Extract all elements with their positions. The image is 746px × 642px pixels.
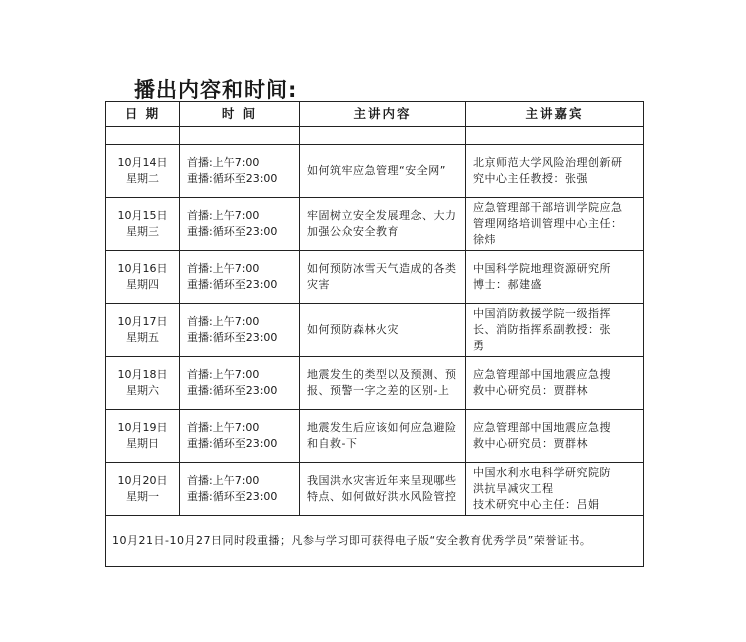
date-text: 10月19日 xyxy=(117,421,168,434)
note-text: 10月21日-10月27日同时段重播；凡参与学习即可获得电子版“安全教育优秀学员”荣誉证书。 xyxy=(106,516,644,567)
topic-cell: 地震发生后应该如何应急避险和自救-下 xyxy=(300,410,466,463)
date-cell xyxy=(106,145,180,198)
premiere-time: 首播:上午7:00 xyxy=(187,156,260,169)
rebroadcast-time: 重播:循环至23:00 xyxy=(187,331,278,344)
table-row xyxy=(106,410,644,463)
weekday-text: 星期一 xyxy=(126,490,159,503)
table-row xyxy=(106,304,644,357)
guest-line: 洪抗旱减灾工程 xyxy=(473,482,554,495)
premiere-time: 首播:上午7:00 xyxy=(187,368,260,381)
note-row xyxy=(106,516,644,567)
column-header-topic: 主讲内容 xyxy=(300,102,466,127)
guest-cell xyxy=(466,304,644,357)
time-cell xyxy=(180,410,300,463)
date-cell xyxy=(106,251,180,304)
table-row xyxy=(106,463,644,516)
weekday-text: 星期三 xyxy=(126,225,159,238)
guest-line: 技术研究中心主任：吕娟 xyxy=(473,498,600,511)
guest-line: 博士：郝建盛 xyxy=(473,278,542,291)
rebroadcast-time: 重播:循环至23:00 xyxy=(187,490,278,503)
premiere-time: 首播:上午7:00 xyxy=(187,209,260,222)
date-text: 10月17日 xyxy=(117,315,168,328)
time-cell xyxy=(180,304,300,357)
premiere-time: 首播:上午7:00 xyxy=(187,474,260,487)
weekday-text: 星期二 xyxy=(126,172,159,185)
schedule-table xyxy=(105,101,644,567)
time-cell xyxy=(180,145,300,198)
premiere-time: 首播:上午7:00 xyxy=(187,315,260,328)
rebroadcast-time: 重播:循环至23:00 xyxy=(187,384,278,397)
rebroadcast-time: 重播:循环至23:00 xyxy=(187,437,278,450)
guest-line: 中国科学院地理资源研究所 xyxy=(473,262,611,275)
rebroadcast-time: 重播:循环至23:00 xyxy=(187,172,278,185)
date-text: 10月14日 xyxy=(117,156,168,169)
spacer-row xyxy=(106,127,644,145)
date-cell xyxy=(106,357,180,410)
time-cell xyxy=(180,463,300,516)
guest-cell xyxy=(466,145,644,198)
table-row xyxy=(106,357,644,410)
spacer-cell xyxy=(300,127,466,145)
table-row xyxy=(106,251,644,304)
column-header-date: 日 期 xyxy=(106,102,180,127)
guest-line: 救中心研究员：贾群林 xyxy=(473,384,588,397)
rebroadcast-time: 重播:循环至23:00 xyxy=(187,278,278,291)
guest-line: 管理网络培训管理中心主任： xyxy=(473,217,623,230)
guest-line: 究中心主任教授：张强 xyxy=(473,172,588,185)
weekday-text: 星期四 xyxy=(126,278,159,291)
premiere-time: 首播:上午7:00 xyxy=(187,262,260,275)
guest-cell xyxy=(466,410,644,463)
table-header-row xyxy=(106,102,644,127)
guest-line: 中国水利水电科学研究院防 xyxy=(473,466,611,479)
date-cell xyxy=(106,410,180,463)
date-text: 10月20日 xyxy=(117,474,168,487)
table-row xyxy=(106,198,644,251)
premiere-time: 首播:上午7:00 xyxy=(187,421,260,434)
guest-cell xyxy=(466,198,644,251)
guest-line: 长、消防指挥系副教授：张 xyxy=(473,323,611,336)
column-header-guest: 主讲嘉宾 xyxy=(466,102,644,127)
guest-line: 应急管理部中国地震应急搜 xyxy=(473,368,611,381)
date-text: 10月15日 xyxy=(117,209,168,222)
guest-line: 徐炜 xyxy=(473,233,496,246)
date-text: 10月18日 xyxy=(117,368,168,381)
guest-line: 勇 xyxy=(473,339,485,352)
date-cell xyxy=(106,463,180,516)
column-header-time: 时 间 xyxy=(180,102,300,127)
rebroadcast-time: 重播:循环至23:00 xyxy=(187,225,278,238)
topic-cell: 地震发生的类型以及预测、预报、预警一字之差的区别-上 xyxy=(300,357,466,410)
weekday-text: 星期日 xyxy=(126,437,159,450)
date-cell xyxy=(106,198,180,251)
topic-cell: 我国洪水灾害近年来呈现哪些特点、如何做好洪水风险管控 xyxy=(300,463,466,516)
topic-cell: 如何预防冰雪天气造成的各类灾害 xyxy=(300,251,466,304)
date-text: 10月16日 xyxy=(117,262,168,275)
date-cell xyxy=(106,304,180,357)
guest-cell xyxy=(466,357,644,410)
spacer-cell xyxy=(180,127,300,145)
topic-cell: 如何预防森林火灾 xyxy=(300,304,466,357)
table-row xyxy=(106,145,644,198)
guest-line: 北京师范大学风险治理创新研 xyxy=(473,156,623,169)
guest-cell xyxy=(466,251,644,304)
page-heading: 播出内容和时间: xyxy=(134,78,298,102)
topic-cell: 如何筑牢应急管理“安全网” xyxy=(300,145,466,198)
weekday-text: 星期五 xyxy=(126,331,159,344)
spacer-cell xyxy=(466,127,644,145)
time-cell xyxy=(180,198,300,251)
guest-line: 救中心研究员：贾群林 xyxy=(473,437,588,450)
guest-line: 应急管理部干部培训学院应急 xyxy=(473,201,623,214)
guest-cell xyxy=(466,463,644,516)
weekday-text: 星期六 xyxy=(126,384,159,397)
guest-line: 应急管理部中国地震应急搜 xyxy=(473,421,611,434)
time-cell xyxy=(180,357,300,410)
time-cell xyxy=(180,251,300,304)
guest-line: 中国消防救援学院一级指挥 xyxy=(473,307,611,320)
topic-cell: 牢固树立安全发展理念、大力加强公众安全教育 xyxy=(300,198,466,251)
spacer-cell xyxy=(106,127,180,145)
